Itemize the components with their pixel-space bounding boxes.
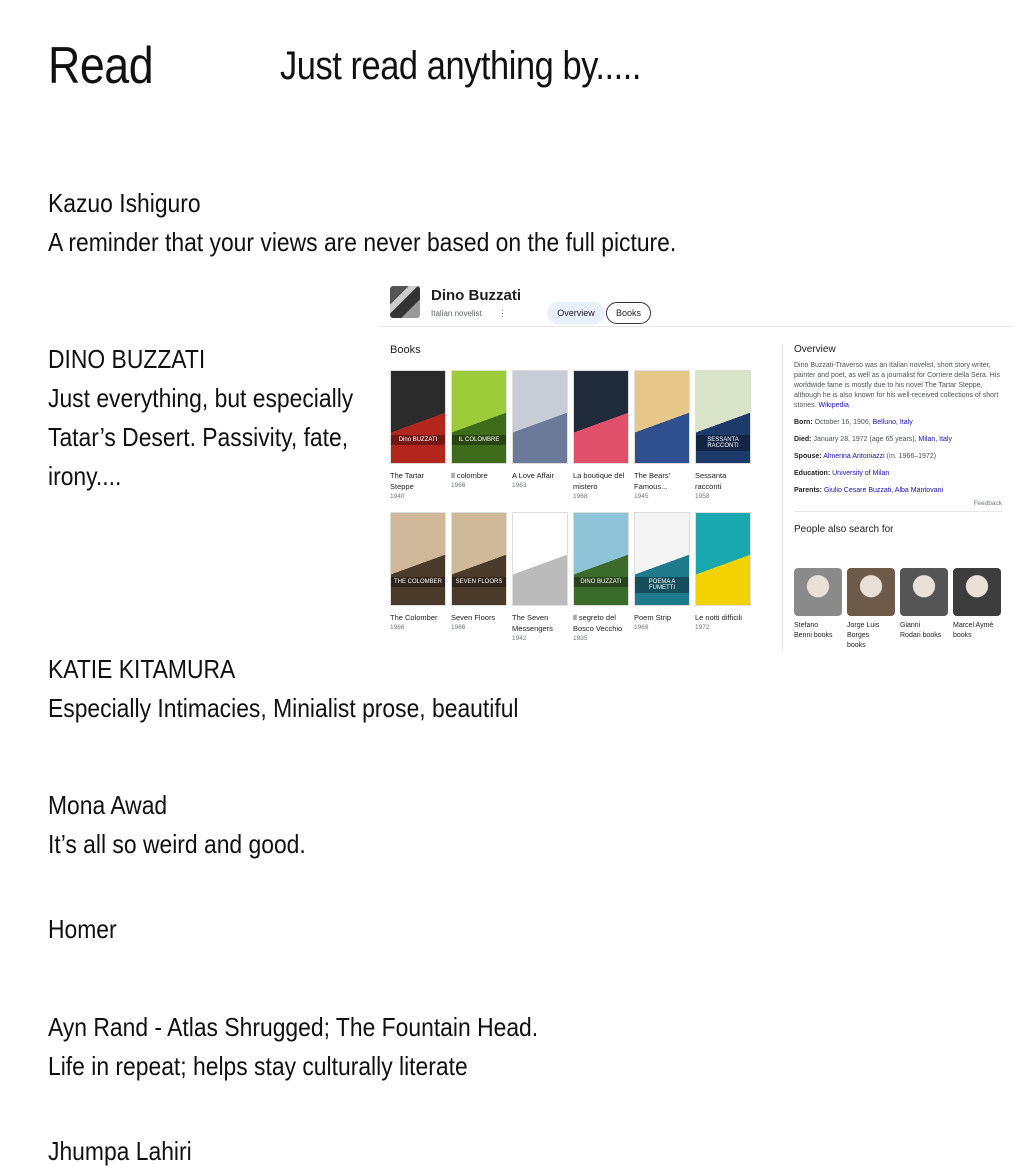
book-title[interactable]: The Colomber xyxy=(390,613,438,622)
person-photo[interactable] xyxy=(794,568,842,616)
fact-spouse: Spouse: Almerina Antoniazzi (m. 1966–1972) xyxy=(794,453,937,460)
book-year: 1963 xyxy=(512,482,527,489)
divider xyxy=(378,326,1014,327)
born-place-link[interactable]: Belluno, Italy xyxy=(872,419,913,426)
book-year: 1969 xyxy=(634,624,649,631)
book-cover[interactable] xyxy=(695,512,751,606)
book-item[interactable] xyxy=(695,512,753,633)
divider xyxy=(782,344,783,652)
book-year: 1935 xyxy=(573,635,588,642)
fact-born: Born: October 16, 1906, Belluno, Italy xyxy=(794,419,913,426)
entry-note: Life in repeat; helps stay culturally literate xyxy=(48,1051,468,1081)
book-cover[interactable] xyxy=(451,370,507,464)
book-item[interactable] xyxy=(573,370,631,502)
entry-author: Mona Awad xyxy=(48,790,168,820)
book-item[interactable] xyxy=(634,512,692,633)
book-item[interactable] xyxy=(695,370,753,502)
entry-note: A reminder that your views are never based on the full picture. xyxy=(48,227,677,257)
related-person[interactable] xyxy=(900,568,950,641)
tab-overview[interactable]: Overview xyxy=(547,302,605,324)
feedback-link[interactable]: Feedback xyxy=(973,500,1002,507)
knowledge-panel-screenshot xyxy=(378,278,1014,658)
entry-awad xyxy=(48,786,306,864)
books-heading: Books xyxy=(390,344,421,356)
book-year: 1958 xyxy=(695,493,710,500)
author-role: Italian novelist xyxy=(431,309,482,318)
book-cover[interactable] xyxy=(390,512,446,606)
book-cover-text: Dino BUZZATI xyxy=(391,435,445,445)
book-title[interactable]: A Love Affair xyxy=(512,471,554,480)
more-options-icon[interactable]: ⋮ xyxy=(498,308,507,318)
overview-heading: Overview xyxy=(794,344,836,355)
book-cover-text: THE COLOMBER xyxy=(391,577,445,587)
entry-lahiri xyxy=(48,1132,192,1171)
divider xyxy=(794,511,1002,512)
book-cover[interactable] xyxy=(573,370,629,464)
book-title[interactable]: La boutique del mistero xyxy=(573,471,625,491)
people-also-search-heading: People also search for xyxy=(794,524,894,535)
author-thumbnail[interactable] xyxy=(390,286,420,318)
wikipedia-link[interactable]: Wikipedia xyxy=(818,402,849,409)
book-year: 1966 xyxy=(451,482,466,489)
book-year: 1945 xyxy=(634,493,649,500)
book-cover[interactable] xyxy=(512,512,568,606)
entry-author: DINO BUZZATI xyxy=(48,344,206,374)
overview-section xyxy=(794,344,1002,535)
book-cover[interactable] xyxy=(390,370,446,464)
related-person[interactable] xyxy=(794,568,844,641)
entry-note: Especially Intimacies, Minialist prose, beautiful xyxy=(48,693,519,723)
book-title[interactable]: Le notti difficili xyxy=(695,613,742,622)
related-person[interactable] xyxy=(847,568,897,651)
book-cover[interactable] xyxy=(634,512,690,606)
person-photo[interactable] xyxy=(847,568,895,616)
person-photo[interactable] xyxy=(900,568,948,616)
person-name[interactable]: Marcel Aymé books xyxy=(953,622,994,639)
book-title[interactable]: The Seven Messengers xyxy=(512,613,553,633)
book-item[interactable] xyxy=(634,370,692,502)
entry-author: Ayn Rand - Atlas Shrugged; The Fountain Head. xyxy=(48,1012,539,1042)
book-year: 1940 xyxy=(390,493,405,500)
entry-author: Jhumpa Lahiri xyxy=(48,1136,192,1166)
book-title[interactable]: Sessanta racconti xyxy=(695,471,727,491)
person-name[interactable]: Stefano Benni books xyxy=(794,622,833,639)
fact-parents: Parents: Giulio Cesare Buzzati, Alba Mantovani xyxy=(794,487,944,494)
book-cover[interactable] xyxy=(451,512,507,606)
author-name: Dino Buzzati xyxy=(431,287,521,304)
fact-died: Died: January 28, 1972 (age 65 years), Milan, Italy xyxy=(794,436,952,443)
book-cover-text: DINO BUZZATI xyxy=(574,577,628,587)
entry-note: It’s all so weird and good. xyxy=(48,829,306,859)
book-item[interactable] xyxy=(512,512,570,644)
book-year: 1968 xyxy=(573,493,588,500)
book-cover[interactable] xyxy=(512,370,568,464)
book-year: 1966 xyxy=(451,624,466,631)
book-cover[interactable] xyxy=(634,370,690,464)
book-item[interactable] xyxy=(390,370,448,502)
entry-author: Homer xyxy=(48,914,117,944)
entry-note: Just everything, but especially xyxy=(48,383,354,413)
book-item[interactable] xyxy=(390,512,448,633)
book-cover-text: SESSANTA RACCONTI xyxy=(696,435,750,451)
book-title[interactable]: Poem Strip xyxy=(634,613,672,622)
book-item[interactable] xyxy=(512,370,570,491)
book-title[interactable]: Seven Floors xyxy=(451,613,496,622)
book-year: 1966 xyxy=(390,624,405,631)
book-title[interactable]: Il colombre xyxy=(451,471,488,480)
entry-homer xyxy=(48,910,117,949)
died-place-link[interactable]: Milan, Italy xyxy=(918,436,952,443)
book-cover[interactable] xyxy=(573,512,629,606)
entry-kitamura xyxy=(48,650,519,728)
parents-link[interactable]: Giulio Cesare Buzzati, Alba Mantovani xyxy=(823,487,944,494)
book-title[interactable]: The Bears' Famous... xyxy=(634,471,671,491)
page-subtitle: Just read anything by..... xyxy=(280,44,642,88)
overview-description xyxy=(794,361,1002,411)
education-link[interactable]: University of Milan xyxy=(832,470,890,477)
related-person[interactable] xyxy=(953,568,1003,641)
book-year: 1942 xyxy=(512,635,527,642)
person-photo[interactable] xyxy=(953,568,1001,616)
fact-education: Education: University of Milan xyxy=(794,470,890,477)
book-title[interactable]: The Tartar Steppe xyxy=(390,471,425,491)
book-cover-text: POEMA A FUMETTI xyxy=(635,577,689,593)
entry-note: Tatar’s Desert. Passivity, fate, xyxy=(48,422,349,452)
book-item[interactable] xyxy=(451,370,509,491)
entry-buzzati xyxy=(48,340,353,496)
overview-text: Dino Buzzati-Traverso was an Italian novelist, short story writer, painter and poet, as well as a journalist for Corriere della Sera. His worldwide fame is mostly due to his novel The Tartar Steppe, although he is also known for his well-received collections of short stories. xyxy=(794,362,1000,409)
entry-ishiguro xyxy=(48,184,676,262)
person-name[interactable]: Jorge Luis Borges books xyxy=(847,622,880,649)
book-cover[interactable] xyxy=(695,370,751,464)
book-item[interactable] xyxy=(573,512,631,644)
entry-author: Kazuo Ishiguro xyxy=(48,188,201,218)
spouse-link[interactable]: Almerina Antoniazzi xyxy=(823,453,885,460)
book-cover-text: IL COLOMBRE xyxy=(452,435,506,445)
page-title: Read xyxy=(48,37,154,95)
entry-rand xyxy=(48,1008,538,1086)
entry-note: irony.... xyxy=(48,461,122,491)
person-name[interactable]: Gianni Rodari books xyxy=(900,622,942,639)
book-title[interactable]: Il segreto del Bosco Vecchio xyxy=(573,613,623,633)
tab-books[interactable]: Books xyxy=(606,302,651,324)
book-item[interactable] xyxy=(451,512,509,633)
book-cover-text: SEVEN FLOORS xyxy=(452,577,506,587)
book-year: 1972 xyxy=(695,624,710,631)
entry-author: KATIE KITAMURA xyxy=(48,654,236,684)
